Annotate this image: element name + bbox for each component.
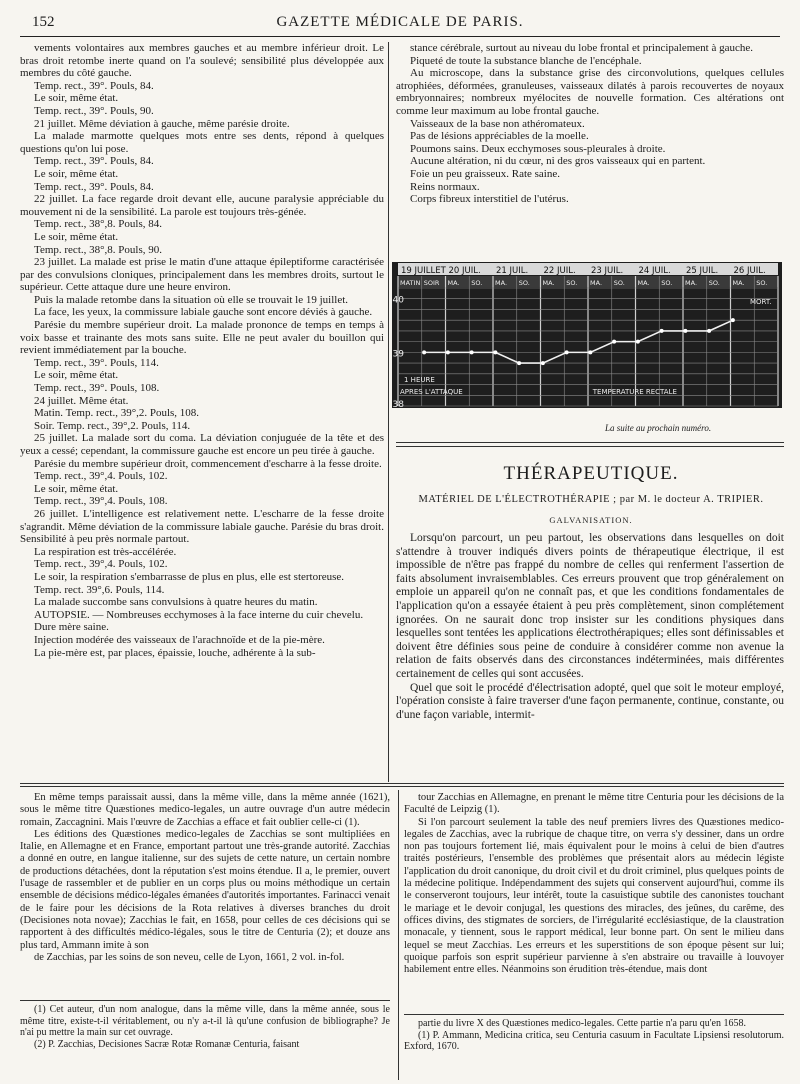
observation-paragraph: 25 juillet. La malade sort du coma. La déviation conjuguée de la tête et des yeux a cessé; cependant, la commissure gauche est encore un peu tirée à gauche. <box>20 432 384 457</box>
temperature-point <box>588 350 592 354</box>
chart-day-label: 20 JUIL. <box>448 266 481 276</box>
observation-paragraph: Temp. rect., 39°,4. Pouls, 108. <box>34 495 168 508</box>
temperature-point <box>565 350 569 354</box>
footnote: partie du livre X des Quæstiones medico-legales. Cette partie n'a paru qu'en 1658. <box>418 1018 746 1029</box>
autopsy-paragraph: Piqueté de toute la substance blanche de l'encéphale. <box>410 54 642 67</box>
page-header <box>20 14 780 37</box>
chart-sub-label: SO. <box>756 279 768 287</box>
chart-day-label: 23 JUIL. <box>591 266 624 276</box>
chart-day-label: 25 JUIL. <box>686 266 719 276</box>
page-number: 152 <box>32 14 55 30</box>
chart-sub-label: SO. <box>613 279 625 287</box>
section-divider-2 <box>396 446 784 447</box>
observation-paragraph: Soir. Temp. rect., 39°,2. Pouls, 114. <box>34 419 191 432</box>
chart-sub-label: SO. <box>518 279 530 287</box>
chart-sub-label: MA. <box>637 279 650 287</box>
observation-paragraph: Le soir, la respiration s'embarrasse de plus en plus, elle est stertoreuse. <box>34 570 345 583</box>
chart-sub-label: SOIR <box>423 279 440 287</box>
chart-sub-label: SO. <box>566 279 578 287</box>
footnote: (1) Cet auteur, d'un nom analogue, dans la même ville, dans la même année, sous le même titre, existe-t-il véritablement, ou n'y a-t-il là qu'une confusion de bibliographe? Je n'ai pu mettre la main sur cet ouvrage. <box>20 1004 390 1038</box>
observation-paragraph: 24 juillet. Même état. <box>34 394 129 407</box>
temperature-point <box>660 329 664 333</box>
footnote-rule-left <box>20 1000 390 1001</box>
observation-paragraph: 26 juillet. L'intelligence est relativement nette. L'escharre de la fesse droite s'agrandit. Même déviation de la commissure labiale gauche. Parésie du bras droit. Sensibilité à peu près normale partout. <box>20 507 384 546</box>
bottom-right-column <box>404 792 784 976</box>
chart-day-label: 19 JUILLET <box>401 266 446 276</box>
chart-y-label: 40 <box>392 295 404 306</box>
chart-sub-label: SO. <box>471 279 483 287</box>
observation-paragraph: Temp. rect., 39°. Pouls, 90. <box>34 104 154 117</box>
bottom-left-column <box>20 792 390 964</box>
observation-paragraph: Matin. Temp. rect., 39°,2. Pouls, 108. <box>34 407 200 420</box>
footnote: (2) P. Zacchias, Decisiones Sacræ Rotæ Romanæ Centuria, faisant <box>34 1038 300 1050</box>
chart-day-label: 24 JUIL. <box>638 266 671 276</box>
therapeutique-paragraph: Lorsqu'on parcourt, un peu partout, les observations dans lesquelles on doit s'attendre à trouver indiqués divers points de thérapeutique électrique, il est impossible de n'être pas frappé du nombre de celles qui renferment l'assertion de faits absolument invraisemblables. Ces erreurs prouvent que trop généralement on emploie un appareil qu'on ne connaît pas, et que les conditions fondamentales de l'application qu'on a essayée étaient à peu près complètement, sinon complétement ignorées. On ne saurait donc trop insister sur les conditions physiques dans lesquelles sont tentées les applications électrothérapiques; elles sont définissables et doivent être définies sous peine de conduire à considérer comme non avenue la relation de faits observés dans des circonstances indéterminées, mais différentes certainement de celles qui sont accusées. <box>396 532 784 680</box>
chart-annotation-attaque: APRES L'ATTAQUE <box>400 388 463 397</box>
chart-annotation-heure: 1 HEURE <box>404 375 435 384</box>
autopsy-paragraph: Poumons sains. Deux ecchymoses sous-pleurales à droite. <box>410 142 666 155</box>
feuilleton-paragraph: Si l'on parcourt seulement la table des neuf premiers livres des Quæstiones medico-legales de Zacchias, avec la rubrique de chaque titre, on verra s'y dessiner, dans un ordre non pas toujours fortement lié, mais équivalent pour le moins à celui de bien d'autres traités postérieurs, l'ensemble des problèmes que présentait alors au médecin légiste l'application du droit canonique, du droit civil et du droit criminel, plus quelques points de la médecine politique. Indépendamment des sujets qui conservent aujourd'hui, comme ils le conserveront toujours, leur intérêt, toute la casuistique subtile des canonistes touchant le mariage et le devoir conjugal, les questions des miracles, des jeûnes, du carême, des offices divins, des stigmates de sorciers, de l'irrégularité ecclésiastique, de la claustration monacale, y tiennent, sous le rapport médical, leur bonne part. On sent le milieu dans lequel se meut Zacchias. Les erreurs et les superstitions de son époque pèsent sur lui; quoique parfois son esprit supérieur parvienne à s'en abstraire ou travaille à louvoyer habilement entre elles. Néanmoins son érudition très-étendue, mais dont <box>404 816 784 976</box>
feuilleton-paragraph: En même temps paraissait aussi, dans la même ville, dans la même année (1621), sous le même titre Quæstiones medico-legales, un autre ouvrage d'un autre médecin romain, Zaccagnini. Mais l'œuvre de Zacchias a efface et fait oublier celle-ci (1). <box>20 792 390 828</box>
autopsy-paragraph: Au microscope, dans la substance grise des circonvolutions, quelques cellules atrophiées, déformées, granuleuses, vaisseaux dilatés à parois recouvertes de noyaux embryonnaires; nombreux myélocites de nouvelle formation. Ces altérations ont comme leur maximum au lobe frontal gauche. <box>396 67 784 117</box>
chart-sub-label: MA. <box>590 279 603 287</box>
chart-annotation-mort: MORT. <box>750 298 772 307</box>
observation-paragraph: Dure mère saine. <box>34 621 109 634</box>
chart-day-label: 26 JUIL. <box>733 266 766 276</box>
observation-paragraph: Le soir, même état. <box>34 167 119 180</box>
column-divider <box>388 42 389 782</box>
therapeutique-text <box>396 532 784 722</box>
feuilleton-divider-2 <box>20 786 784 787</box>
temperature-point <box>612 340 616 344</box>
autopsy-paragraph: Pas de lésions appréciables de la moelle. <box>410 130 589 143</box>
observation-paragraph: Le soir, même état. <box>34 92 119 105</box>
observation-paragraph: Temp. rect., 39°,4. Pouls, 102. <box>34 558 168 571</box>
bottom-column-divider <box>398 790 399 1080</box>
observation-paragraph: Temp. rect., 38°,8. Pouls, 90. <box>34 243 162 256</box>
autopsy-paragraph: Reins normaux. <box>410 180 480 193</box>
temperature-point <box>636 340 640 344</box>
observation-paragraph: Le soir, même état. <box>34 230 119 243</box>
footnote-rule-right <box>404 1014 784 1015</box>
chart-day-label: 22 JUIL. <box>543 266 576 276</box>
bottom-right-footnotes <box>404 1018 784 1053</box>
temperature-point <box>541 361 545 365</box>
temperature-point <box>683 329 687 333</box>
observation-paragraph: Puis la malade retombe dans la situation où elle se trouvait le 19 juillet. <box>34 293 349 306</box>
observation-paragraph: La face, les yeux, la commissure labiale gauche sont encore déviés à gauche. <box>34 306 373 319</box>
therapeutique-paragraph: Quel que soit le procédé d'électrisation adopté, quel que soit le moteur employé, l'opération consiste à faire traverser d'une façon permanente, continue, constante, ou d'une façon variable, intermit- <box>396 681 784 721</box>
feuilleton-paragraph: Les éditions des Quæstiones medico-legales de Zacchias se sont multipliées en Italie, en Allemagne et en France, emportant partout une très-grande autorité. Zacchias a donné en outre, en langue italienne, sur des sujets de cette nature, un certain nombre de productions détachées, dont la réputation s'est moins étendue. Il a, le premier, ouvert l'usage de rassembler et de publier en un corps plus ou moins méthodique un certain ensemble de décisions médico-légales émanées d'autorités importantes. Farinacci venait de le faire pour les décisions de la Rota relatives à diverses branches du droit (Decisiones nota novae); Zacchias le fait, en 1658, pour celles de ces décisions qui se rapportent à des difficultés médico-légales, sous le titre de Centuria (2); et douze ans plus tard, Ammann imite à son <box>20 828 390 951</box>
section-divider <box>396 442 784 443</box>
temperature-point <box>446 350 450 354</box>
right-column-top <box>396 42 784 206</box>
temperature-point <box>707 329 711 333</box>
observation-paragraph: Temp. rect. 39°,6. Pouls, 114. <box>34 583 165 596</box>
left-column <box>20 42 384 659</box>
observation-paragraph: La respiration est très-accélérée. <box>34 545 177 558</box>
autopsy-paragraph: Foie un peu graisseux. Rate saine. <box>410 167 560 180</box>
temperature-point <box>731 318 735 322</box>
chart-sub-label: MA. <box>447 279 460 287</box>
chart-y-label: 38 <box>392 400 404 408</box>
continuation-caption: La suite au prochain numéro. <box>605 423 712 433</box>
temperature-point <box>517 361 521 365</box>
chart-sub-label: SO. <box>661 279 673 287</box>
feuilleton-divider <box>20 783 784 784</box>
autopsy-paragraph: Aucune altération, ni du cœur, ni des gros vaisseaux qui en partent. <box>410 155 706 168</box>
autopsy-paragraph: Corps fibreux interstitiel de l'utérus. <box>410 193 569 206</box>
observation-paragraph: 22 juillet. La face regarde droit devant elle, aucune paralysie appréciable du mouvement ni de la sensibilité. La parole est toujours très-génée. <box>20 193 384 218</box>
temperature-point <box>470 350 474 354</box>
observation-paragraph: La pie-mère est, par places, épaissie, louche, adhérente à la sub- <box>34 646 316 659</box>
temperature-point <box>493 350 497 354</box>
observation-paragraph: La malade marmotte quelques mots entre ses dents, répond à quelques questions qu'on lui pose. <box>20 130 384 155</box>
observation-paragraph: Temp. rect., 39°. Pouls, 108. <box>34 382 160 395</box>
feuilleton-paragraph: tour Zacchias en Allemagne, en prenant le même titre Centuria pour les décisions de la Faculté de Leipzig (1). <box>404 792 784 816</box>
autopsy-paragraph: Vaisseaux de la base non athéromateux. <box>410 117 585 130</box>
chart-sub-label: MA. <box>685 279 698 287</box>
observation-paragraph: Temp. rect., 39°,4. Pouls, 102. <box>34 470 168 483</box>
temperature-chart-svg <box>392 262 782 408</box>
observation-paragraph: 23 juillet. La malade est prise le matin d'une attaque épileptiforme caractérisée par des convulsions cloniques, principalement dans les membres droits, surtout le supérieur. Cette attaque dure une heure environ. <box>20 256 384 294</box>
observation-paragraph: Temp. rect., 38°,8. Pouls, 84. <box>34 218 162 231</box>
temperature-point <box>422 350 426 354</box>
chart-sub-label: MA. <box>495 279 508 287</box>
chart-annotation-temperature: TEMPERATURE RECTALE <box>592 388 677 397</box>
footnote: (1) P. Ammann, Medicina critica, seu Centuria casuum in Facultate Lipsiensi resolutorum. Exford, 1670. <box>404 1029 784 1052</box>
chart-y-label: 39 <box>392 349 404 360</box>
observation-paragraph: Injection modérée des vaisseaux de l'arachnoïde et de la pie-mère. <box>34 633 325 646</box>
observation-paragraph: La malade succombe sans convulsions à quatre heures du matin. <box>34 596 318 609</box>
observation-paragraph: AUTOPSIE. — Nombreuses ecchymoses à la face interne du cuir chevelu. <box>34 608 364 621</box>
section-title: THÉRAPEUTIQUE. <box>503 463 679 484</box>
observation-paragraph: Le soir, même état. <box>34 369 119 382</box>
observation-paragraph: Temp. rect., 39°. Pouls, 114. <box>34 356 159 369</box>
journal-title: GAZETTE MÉDICALE DE PARIS. <box>276 14 524 30</box>
chart-sub-label: MA. <box>732 279 745 287</box>
observation-paragraph: Parésie du membre supérieur droit, commencement d'escharre à la fesse droite. <box>34 457 382 470</box>
observation-paragraph: vements volontaires aux membres gauches et au membre inférieur droit. Le bras droit retombe inerte quand on l'a soulevé; sensibilité plus développée aux membres du côté gauche. <box>20 42 384 80</box>
observation-paragraph: Temp. rect., 39°. Pouls, 84. <box>34 180 154 193</box>
observation-paragraph: Temp. rect., 39°. Pouls, 84. <box>34 79 154 92</box>
chart-sub-label: SO. <box>708 279 720 287</box>
chart-day-label: 21 JUIL. <box>496 266 529 276</box>
bottom-left-footnotes <box>20 1004 390 1050</box>
temperature-chart <box>392 262 782 408</box>
article-section-heading: GALVANISATION. <box>549 515 633 525</box>
article-subtitle: MATÉRIEL DE L'ÉLECTROTHÉRAPIE ; par M. le docteur A. TRIPIER. <box>418 494 764 505</box>
feuilleton-paragraph: de Zacchias, par les soins de son neveu, celle de Lyon, 1661, 2 vol. in-fol. <box>34 951 345 963</box>
observation-paragraph: Parésie du membre supérieur droit. La malade prononce de temps en temps à voix basse et trainante des mots sans suite. Elle ne peut avaler du bouillon qui revient immédiatement par la bouche. <box>20 319 384 357</box>
observation-paragraph: Temp. rect., 39°. Pouls, 84. <box>34 155 154 168</box>
autopsy-paragraph: stance cérébrale, surtout au niveau du lobe frontal et principalement à gauche. <box>410 42 753 54</box>
observation-paragraph: 21 juillet. Même déviation à gauche, même parésie droite. <box>34 117 290 130</box>
chart-sub-label: MATIN <box>400 279 421 287</box>
observation-paragraph: Le soir, même état. <box>34 482 119 495</box>
chart-sub-label: MA. <box>542 279 555 287</box>
